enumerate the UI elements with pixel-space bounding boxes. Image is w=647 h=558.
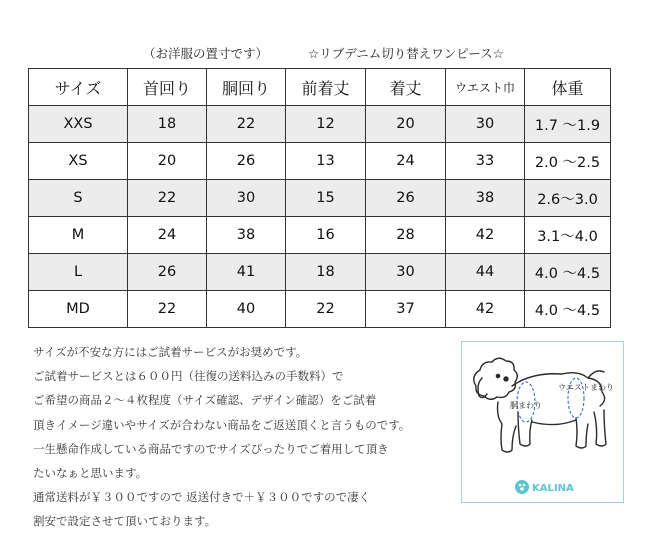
cell-size: XXS [29,106,128,143]
cell-neck: 20 [128,143,207,180]
cell-length: 37 [366,291,446,328]
cell-weight: 4.0 ～4.5 [525,291,611,328]
cell-neck: 24 [128,217,207,254]
cell-weight: 1.7 ～1.9 [525,106,611,143]
cell-waist: 30 [446,106,525,143]
cell-length: 28 [366,217,446,254]
header-front-length: 前着丈 [286,69,366,106]
cell-size: M [29,217,128,254]
cell-waist: 42 [446,291,525,328]
cell-front-length: 15 [286,180,366,217]
cell-chest: 22 [207,106,286,143]
dog-measure-illustration [462,342,623,502]
table-row [29,180,611,217]
header-neck: 首回り [128,69,207,106]
cell-chest: 30 [207,180,286,217]
cell-waist: 44 [446,254,525,291]
cell-front-length: 13 [286,143,366,180]
label-body-around: 胴まわり [510,401,542,410]
cell-neck: 22 [128,180,207,217]
header-length: 着丈 [366,69,446,106]
label-waist-around: ウエストまわり [558,383,614,392]
cell-length: 30 [366,254,446,291]
cell-weight: 2.6～3.0 [525,180,611,217]
cell-size: S [29,180,128,217]
cell-chest: 40 [207,291,286,328]
cell-size: XS [29,143,128,180]
cell-size: MD [29,291,128,328]
cell-front-length: 22 [286,291,366,328]
cell-front-length: 12 [286,106,366,143]
cell-chest: 41 [207,254,286,291]
size-table [28,68,611,328]
cell-weight: 4.0 ～4.5 [525,254,611,291]
kalina-logo [515,480,574,494]
table-row [29,291,611,328]
fitting-service-notes [33,340,410,534]
cell-waist: 33 [446,143,525,180]
table-header-row [29,69,611,106]
cell-weight: 2.0 ～2.5 [525,143,611,180]
header-chest: 胴回り [207,69,286,106]
cell-neck: 22 [128,291,207,328]
cell-length: 26 [366,180,446,217]
table-row [29,143,611,180]
note-line: 通常送料が￥３００ですので 返送付きで＋￥３００ですので凄く [33,490,371,505]
note-line: 割安で設定させて頂いております。 [33,514,217,529]
note-line: たいなぁと思います。 [33,466,148,481]
measurement-diagram [461,341,624,503]
cell-chest: 26 [207,143,286,180]
cell-weight: 3.1～4.0 [525,217,611,254]
table-row [29,106,611,143]
logo-paw-icon [515,480,529,494]
note-line: ご試着サービスとは６００円（往復の送料込みの手数料）で [33,369,344,384]
note-line: ご希望の商品２～４枚程度（サイズ確認、デザイン確認）をご試着 [33,393,377,408]
title-product: ☆リブデニム切り替えワンピース☆ [308,46,504,61]
title-note: （お洋服の置寸です） [143,46,269,61]
cell-length: 20 [366,106,446,143]
header-size: サイズ [29,69,128,106]
cell-waist: 42 [446,217,525,254]
cell-chest: 38 [207,217,286,254]
cell-waist: 38 [446,180,525,217]
cell-front-length: 18 [286,254,366,291]
note-line: 頂きイメージ違いやサイズが合わない商品をご返送頂くと言うものです。 [33,417,411,432]
cell-neck: 18 [128,106,207,143]
cell-front-length: 16 [286,217,366,254]
logo-brand-name: KALINA [532,483,574,494]
cell-size: L [29,254,128,291]
note-line: 一生懸命作成している商品ですのでサイズぴったりでご着用して頂き [33,441,389,456]
cell-neck: 26 [128,254,207,291]
table-row [29,254,611,291]
table-row [29,217,611,254]
cell-length: 24 [366,143,446,180]
header-waist: ウエスト巾 [446,69,525,106]
header-weight: 体重 [525,69,611,106]
note-line: サイズが不安な方にはご試着サービスがお奨めです。 [33,345,308,359]
